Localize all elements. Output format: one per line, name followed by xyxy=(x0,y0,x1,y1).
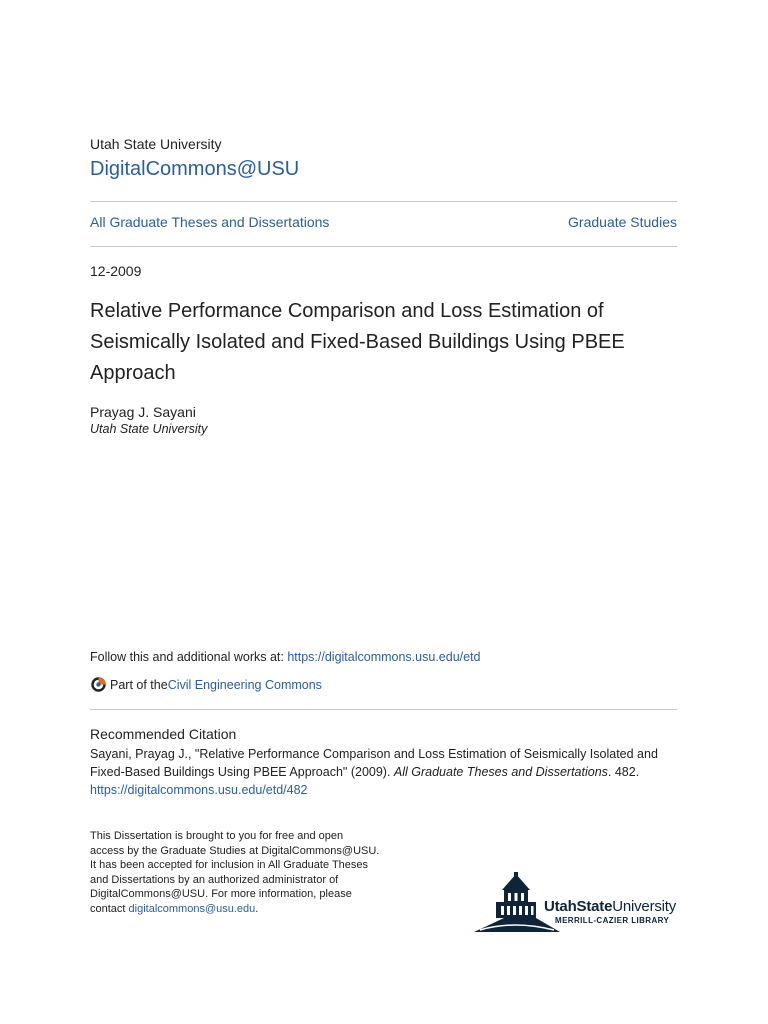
citation-text: Sayani, Prayag J., "Relative Performance Comparison and Loss Estimation of Seismically Isolated and Fixed-Based Buildings Using PBEE Approach" (2009). xyxy=(90,747,658,779)
contact-email-link[interactable]: digitalcommons@usu.edu xyxy=(128,902,256,915)
usu-logo-subtitle: MERRILL-CAZIER LIBRARY xyxy=(555,916,670,925)
publication-date: 12-2009 xyxy=(90,263,142,279)
part-of-prefix: Part of the xyxy=(110,677,168,692)
citation-url-link[interactable]: https://digitalcommons.usu.edu/etd/482 xyxy=(90,783,308,797)
repository-link[interactable]: DigitalCommons@USU xyxy=(90,158,300,180)
network-commons-icon xyxy=(90,676,107,693)
citation-body xyxy=(90,745,680,799)
divider-top xyxy=(90,201,677,202)
notice-text: This Dissertation is brought to you for free and open access by the Graduate Studies at DigitalCommons@USU. It has been accepted for inclusion in All Graduate Theses and Dissertations by an authorized administrator of DigitalCommons@USU. For more information, please contact xyxy=(90,830,380,915)
notice-end: . xyxy=(255,902,259,915)
civil-engineering-commons-link[interactable]: Civil Engineering Commons xyxy=(167,677,322,692)
follow-url-link[interactable]: https://digitalcommons.usu.edu/etd xyxy=(287,650,481,664)
department-link[interactable]: Graduate Studies xyxy=(568,214,677,230)
access-notice xyxy=(90,829,380,916)
logo-name-thin: University xyxy=(612,898,677,915)
logo-name-bold: UtahState xyxy=(544,898,613,915)
collection-link[interactable]: All Graduate Theses and Dissertations xyxy=(90,214,330,230)
author-affiliation: Utah State University xyxy=(90,422,208,436)
citation-number: . 482. xyxy=(607,765,640,779)
institution-name: Utah State University xyxy=(90,136,222,152)
follow-prefix: Follow this and additional works at: xyxy=(90,650,288,664)
part-of-line xyxy=(90,676,322,693)
divider-citation xyxy=(90,709,677,710)
usu-logo-wordmark xyxy=(544,898,676,915)
divider-nav xyxy=(90,246,677,247)
document-title: Relative Performance Comparison and Loss Estimation of Seismically Isolated and Fixed-Based Buildings Using PBEE Approach xyxy=(90,300,625,384)
author-name: Prayag J. Sayani xyxy=(90,404,196,420)
follow-line xyxy=(90,650,481,664)
citation-series: All Graduate Theses and Dissertations xyxy=(393,765,608,779)
citation-heading: Recommended Citation xyxy=(90,726,237,742)
